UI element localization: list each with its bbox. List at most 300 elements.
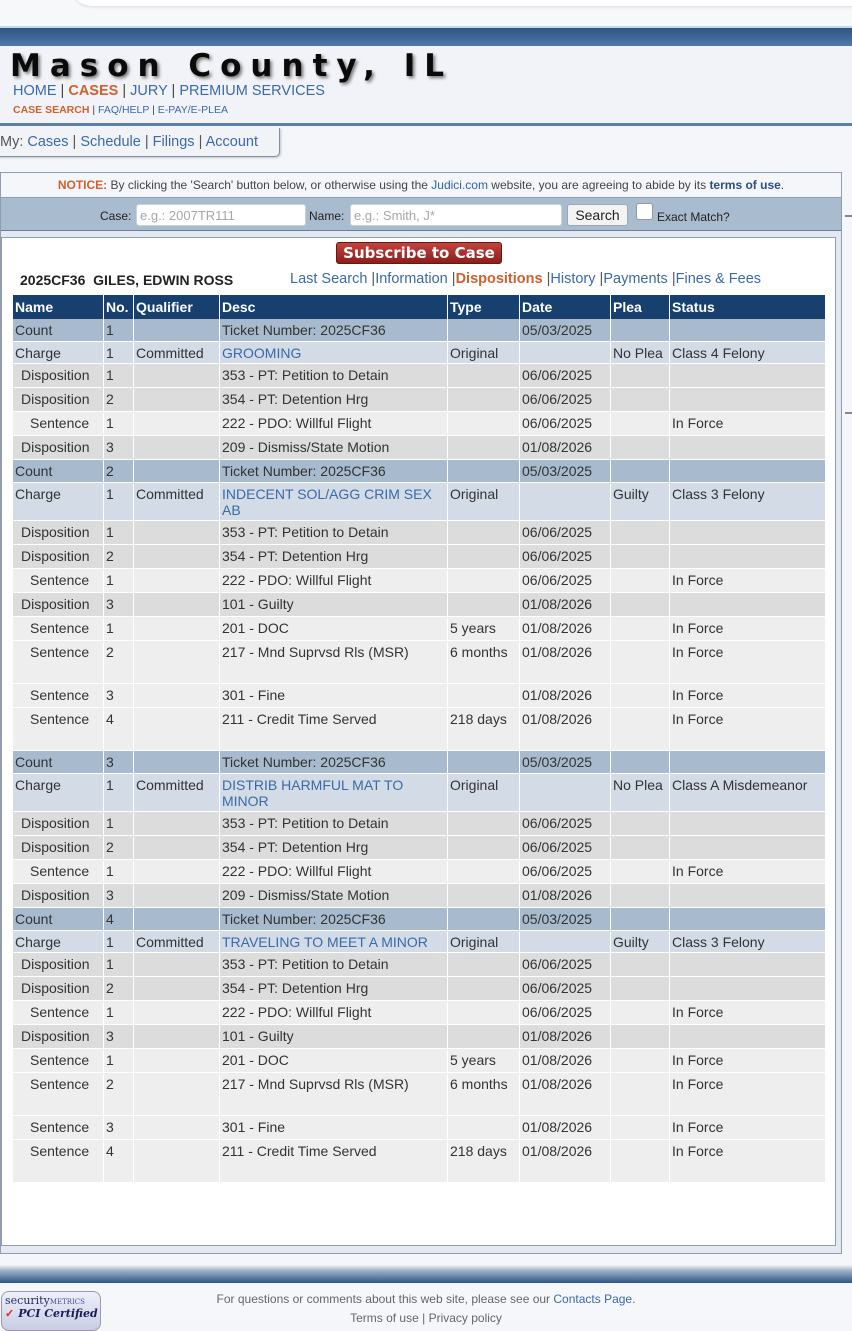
cell-status: [670, 319, 825, 342]
table-row-count: [13, 460, 825, 483]
cell-desc: 201 - DOC: [220, 617, 447, 641]
footer-policy-links: [0, 1311, 852, 1325]
cell-desc: 354 - PT: Detention Hrg: [220, 545, 447, 569]
cell-desc: 201 - DOC: [220, 1049, 447, 1073]
cell-name: Disposition: [13, 388, 103, 412]
cell-no: 2: [104, 460, 133, 483]
cell-plea: [611, 908, 669, 931]
cell-plea: [611, 436, 669, 460]
cell-plea: [611, 641, 669, 684]
table-row-sentence: [13, 1073, 825, 1116]
exact-match-label: Exact Match?: [657, 210, 730, 224]
name-label: Name:: [309, 209, 345, 223]
cell-plea: [611, 545, 669, 569]
cell-plea: [611, 751, 669, 774]
cell-status: [670, 953, 825, 977]
notice-text: By clicking the 'Search' button below, or otherwise using the: [107, 178, 432, 192]
my-account-tab: [0, 128, 280, 157]
cell-type: [448, 364, 519, 388]
cell-date: 06/06/2025: [520, 1001, 610, 1025]
separator: |: [546, 271, 551, 287]
cell-desc: Ticket Number: 2025CF36: [220, 908, 447, 931]
cell-type: 6 months: [448, 1073, 519, 1116]
footer: [0, 1283, 852, 1325]
cell-no: 3: [104, 436, 133, 460]
my-account-link[interactable]: Account: [205, 134, 259, 150]
cell-plea: No Plea: [611, 342, 669, 364]
cell-type: [448, 908, 519, 931]
site-title: Mason County, IL: [10, 48, 454, 84]
cell-date: 06/06/2025: [520, 388, 610, 412]
my-schedule-link[interactable]: Schedule: [80, 134, 141, 150]
cell-qualifier: [134, 641, 219, 684]
cell-plea: [611, 812, 669, 836]
case-label: Case:: [100, 209, 132, 223]
col-header-no[interactable]: No.: [104, 295, 133, 319]
cell-date: 01/08/2026: [520, 617, 610, 641]
cell-qualifier: [134, 521, 219, 545]
cell-date: 05/03/2025: [520, 908, 610, 931]
table-row-charge: [13, 342, 825, 364]
cell-status: [670, 593, 825, 617]
cell-desc: [220, 342, 447, 364]
cell-type: [448, 884, 519, 908]
cell-type: Original: [448, 483, 519, 521]
cell-desc: Ticket Number: 2025CF36: [220, 751, 447, 774]
table-row-disposition: [13, 836, 825, 860]
cell-date: 01/08/2026: [520, 436, 610, 460]
cell-type: [448, 953, 519, 977]
cell-name: Sentence: [13, 569, 103, 593]
cell-qualifier: [134, 569, 219, 593]
table-row-sentence: [13, 1140, 825, 1183]
cell-qualifier: [134, 953, 219, 977]
notice-end: .: [780, 178, 785, 192]
cell-qualifier: [134, 1073, 219, 1116]
cell-desc: 217 - Mnd Suprvsd Rls (MSR): [220, 641, 447, 684]
table-row-disposition: [13, 388, 825, 412]
cell-qualifier: Committed: [134, 774, 219, 812]
cell-qualifier: [134, 1140, 219, 1183]
col-header-desc[interactable]: Desc: [220, 295, 447, 319]
cell-desc: 222 - PDO: Willful Flight: [220, 412, 447, 436]
charge-link[interactable]: TRAVELING TO MEET A MINOR: [222, 934, 428, 950]
cell-status: In Force: [670, 412, 825, 436]
cell-plea: [611, 1116, 669, 1140]
col-header-status[interactable]: Status: [670, 295, 825, 319]
main-content: [0, 172, 842, 1254]
terms-link[interactable]: Terms of use: [350, 1311, 419, 1325]
cell-qualifier: [134, 860, 219, 884]
cell-plea: [611, 860, 669, 884]
cell-no: 3: [104, 1025, 133, 1049]
cell-no: 4: [104, 1140, 133, 1183]
col-header-name[interactable]: Name: [13, 295, 103, 319]
cell-type: [448, 388, 519, 412]
cell-status: Class A Misdemeanor: [670, 774, 825, 812]
table-row-charge: [13, 774, 825, 812]
cell-plea: [611, 388, 669, 412]
cell-plea: [611, 684, 669, 708]
cell-no: 1: [104, 412, 133, 436]
cell-plea: [611, 1025, 669, 1049]
cell-type: [448, 684, 519, 708]
cell-no: 3: [104, 1116, 133, 1140]
cell-desc: 301 - Fine: [220, 684, 447, 708]
table-row-disposition: [13, 977, 825, 1001]
main-nav: [13, 83, 325, 99]
cell-status: Class 4 Felony: [670, 342, 825, 364]
cell-plea: [611, 953, 669, 977]
table-row-count: [13, 908, 825, 931]
cell-qualifier: [134, 1116, 219, 1140]
search-bar: [1, 198, 841, 231]
separator: |: [599, 271, 604, 287]
case-link-last-search[interactable]: Last Search: [290, 271, 368, 287]
cell-name: Sentence: [13, 1073, 103, 1116]
my-cases-link[interactable]: Cases: [27, 134, 69, 150]
cell-date: 01/08/2026: [520, 1116, 610, 1140]
case-link-information[interactable]: Information: [375, 271, 448, 287]
cell-status: In Force: [670, 1140, 825, 1183]
cell-type: [448, 569, 519, 593]
cell-desc: [220, 931, 447, 953]
case-link-dispositions[interactable]: Dispositions: [455, 271, 543, 287]
cell-qualifier: [134, 319, 219, 342]
nav-epay-eplea[interactable]: E-PAY/E-PLEA: [157, 104, 228, 116]
table-row-sentence: [13, 708, 825, 751]
table-row-count: [13, 751, 825, 774]
cell-type: [448, 593, 519, 617]
cell-plea: [611, 708, 669, 751]
nav-jury[interactable]: JURY: [130, 83, 168, 99]
cell-type: Original: [448, 342, 519, 364]
cell-status: Class 3 Felony: [670, 483, 825, 521]
case-panel: [1, 237, 836, 1246]
cell-type: Original: [448, 931, 519, 953]
cell-status: [670, 521, 825, 545]
name-input[interactable]: [350, 204, 562, 226]
footer-contact-text: [0, 1292, 852, 1306]
cell-name: Sentence: [13, 1049, 103, 1073]
cell-plea: [611, 884, 669, 908]
badge-metrics-text: METRICS: [49, 1298, 85, 1306]
cell-plea: [611, 1140, 669, 1183]
cell-plea: [611, 460, 669, 483]
cell-type: [448, 836, 519, 860]
cell-plea: Guilty: [611, 483, 669, 521]
separator: |: [171, 83, 176, 99]
cell-type: [448, 751, 519, 774]
cell-no: 1: [104, 364, 133, 388]
footer-text: For questions or comments about this web site, please see our: [216, 1292, 554, 1306]
cell-no: 2: [104, 977, 133, 1001]
cell-type: [448, 319, 519, 342]
cell-date: 06/06/2025: [520, 569, 610, 593]
my-filings-link[interactable]: Filings: [152, 134, 195, 150]
cell-name: Sentence: [13, 1140, 103, 1183]
cell-plea: No Plea: [611, 774, 669, 812]
cell-name: Count: [13, 751, 103, 774]
cell-no: 3: [104, 751, 133, 774]
cell-name: Disposition: [13, 884, 103, 908]
cell-qualifier: [134, 836, 219, 860]
cell-name: Sentence: [13, 708, 103, 751]
cell-qualifier: [134, 617, 219, 641]
cell-plea: Guilty: [611, 931, 669, 953]
cell-no: 2: [104, 388, 133, 412]
table-row-disposition: [13, 812, 825, 836]
privacy-link[interactable]: Privacy policy: [428, 1311, 502, 1325]
cell-type: 5 years: [448, 1049, 519, 1073]
cell-no: 4: [104, 908, 133, 931]
cell-name: Count: [13, 319, 103, 342]
cell-status: [670, 884, 825, 908]
cell-date: 06/06/2025: [520, 545, 610, 569]
subscribe-to-case-button[interactable]: Subscribe to Case: [336, 242, 502, 264]
table-row-sentence: [13, 684, 825, 708]
cell-plea: [611, 364, 669, 388]
cell-date: 01/08/2026: [520, 708, 610, 751]
cell-name: Sentence: [13, 412, 103, 436]
cell-date: 01/08/2026: [520, 884, 610, 908]
cell-status: In Force: [670, 641, 825, 684]
separator: |: [122, 83, 127, 99]
cell-name: Sentence: [13, 684, 103, 708]
cell-name: Charge: [13, 774, 103, 812]
cell-no: 3: [104, 884, 133, 908]
cell-qualifier: Committed: [134, 342, 219, 364]
cell-qualifier: [134, 388, 219, 412]
cell-plea: [611, 521, 669, 545]
cell-qualifier: [134, 708, 219, 751]
cell-status: [670, 1025, 825, 1049]
nav-faq-help[interactable]: FAQ/HELP: [98, 104, 150, 116]
cell-date: 01/08/2026: [520, 641, 610, 684]
cell-plea: [611, 836, 669, 860]
cell-status: In Force: [670, 1116, 825, 1140]
cell-name: Disposition: [13, 521, 103, 545]
cell-date: 01/08/2026: [520, 1025, 610, 1049]
notice-banner: [1, 173, 841, 198]
cell-desc: [220, 483, 447, 521]
cell-desc: 354 - PT: Detention Hrg: [220, 388, 447, 412]
cell-status: In Force: [670, 860, 825, 884]
separator: |: [72, 134, 77, 150]
cell-type: 218 days: [448, 708, 519, 751]
cell-date: 06/06/2025: [520, 521, 610, 545]
badge-security-text: security: [5, 1294, 50, 1307]
nav-home[interactable]: HOME: [13, 83, 57, 99]
col-header-type[interactable]: Type: [448, 295, 519, 319]
cell-desc: 301 - Fine: [220, 1116, 447, 1140]
cell-status: [670, 812, 825, 836]
table-row-sentence: [13, 860, 825, 884]
cell-date: 01/08/2026: [520, 684, 610, 708]
checkmark-icon: ✓: [5, 1307, 15, 1320]
cell-status: In Force: [670, 1073, 825, 1116]
table-row-sentence: [13, 1116, 825, 1140]
cell-desc: 209 - Dismiss/State Motion: [220, 884, 447, 908]
cell-desc: 101 - Guilty: [220, 1025, 447, 1049]
charge-link[interactable]: GROOMING: [222, 345, 302, 361]
cell-desc: 353 - PT: Petition to Detain: [220, 953, 447, 977]
cell-name: Sentence: [13, 1001, 103, 1025]
cell-status: [670, 908, 825, 931]
table-row-charge: [13, 483, 825, 521]
table-row-disposition: [13, 884, 825, 908]
cell-date: [520, 774, 610, 812]
search-button[interactable]: Search: [567, 204, 628, 226]
decoration: [845, 412, 852, 414]
cell-status: [670, 545, 825, 569]
judici-link[interactable]: Judici.com: [431, 178, 488, 192]
separator: |: [451, 271, 456, 287]
cell-name: Disposition: [13, 1025, 103, 1049]
cell-qualifier: [134, 460, 219, 483]
cell-type: [448, 1025, 519, 1049]
cell-name: Count: [13, 908, 103, 931]
cell-status: In Force: [670, 569, 825, 593]
cell-type: [448, 412, 519, 436]
cell-qualifier: [134, 593, 219, 617]
cell-type: [448, 460, 519, 483]
cell-name: Charge: [13, 342, 103, 364]
separator: |: [60, 83, 65, 99]
cell-qualifier: Committed: [134, 931, 219, 953]
cell-plea: [611, 319, 669, 342]
cell-date: 05/03/2025: [520, 319, 610, 342]
cell-date: 01/08/2026: [520, 1073, 610, 1116]
cell-no: 1: [104, 774, 133, 812]
notice-label: NOTICE:: [57, 178, 108, 192]
cell-no: 1: [104, 521, 133, 545]
cell-no: 2: [104, 836, 133, 860]
col-header-plea[interactable]: Plea: [611, 295, 669, 319]
cell-plea: [611, 1001, 669, 1025]
cell-name: Charge: [13, 931, 103, 953]
nav-case-search[interactable]: CASE SEARCH: [13, 104, 90, 116]
table-row-charge: [13, 931, 825, 953]
cell-desc: 211 - Credit Time Served: [220, 1140, 447, 1183]
cell-status: In Force: [670, 684, 825, 708]
table-row-sentence: [13, 1049, 825, 1073]
cell-name: Disposition: [13, 836, 103, 860]
cell-type: [448, 521, 519, 545]
cell-date: 05/03/2025: [520, 751, 610, 774]
cell-qualifier: [134, 1001, 219, 1025]
cell-date: 01/08/2026: [520, 593, 610, 617]
cell-name: Sentence: [13, 641, 103, 684]
cell-status: [670, 977, 825, 1001]
table-row-disposition: [13, 1025, 825, 1049]
cell-no: 3: [104, 593, 133, 617]
case-nav: [290, 271, 761, 287]
cell-no: 2: [104, 545, 133, 569]
cell-type: Original: [448, 774, 519, 812]
nav-cases[interactable]: CASES: [68, 83, 119, 99]
cell-status: [670, 388, 825, 412]
cell-qualifier: [134, 1025, 219, 1049]
contacts-page-link[interactable]: Contacts Page: [553, 1292, 633, 1306]
cell-no: 4: [104, 708, 133, 751]
cell-qualifier: [134, 545, 219, 569]
cell-name: Disposition: [13, 953, 103, 977]
charge-link[interactable]: INDECENT SOL/AGG CRIM SEX AB: [222, 486, 432, 518]
case-input[interactable]: [136, 204, 306, 226]
cell-no: 1: [104, 931, 133, 953]
cell-date: 06/06/2025: [520, 364, 610, 388]
cell-type: [448, 1001, 519, 1025]
col-header-qualifier[interactable]: Qualifier: [134, 295, 219, 319]
cell-status: [670, 460, 825, 483]
cell-status: In Force: [670, 617, 825, 641]
cell-plea: [611, 412, 669, 436]
cell-type: 6 months: [448, 641, 519, 684]
decoration: [845, 215, 852, 217]
cell-name: Disposition: [13, 593, 103, 617]
cell-name: Disposition: [13, 364, 103, 388]
col-header-date[interactable]: Date: [520, 295, 610, 319]
cell-desc: 353 - PT: Petition to Detain: [220, 364, 447, 388]
cell-qualifier: [134, 412, 219, 436]
cell-date: [520, 342, 610, 364]
terms-of-use-link[interactable]: terms of use: [709, 178, 781, 192]
cell-type: [448, 436, 519, 460]
cell-desc: 354 - PT: Detention Hrg: [220, 836, 447, 860]
cell-qualifier: [134, 684, 219, 708]
cell-no: 1: [104, 860, 133, 884]
cell-date: 05/03/2025: [520, 460, 610, 483]
exact-match-checkbox[interactable]: [636, 203, 653, 220]
charge-link[interactable]: DISTRIB HARMFUL MAT TO MINOR: [222, 777, 404, 809]
cell-date: 01/08/2026: [520, 1140, 610, 1183]
my-prefix: My:: [0, 134, 24, 150]
cell-plea: [611, 617, 669, 641]
cell-no: 1: [104, 812, 133, 836]
cell-status: [670, 751, 825, 774]
table-header-row: [13, 295, 825, 319]
dispositions-table: [12, 295, 826, 1183]
cell-date: 06/06/2025: [520, 412, 610, 436]
case-title: 2025CF36 GILES, EDWIN ROSS: [20, 272, 234, 288]
separator: |: [371, 271, 376, 287]
separator: |: [198, 134, 203, 150]
case-link-fines-fees[interactable]: Fines & Fees: [675, 271, 762, 287]
table-row-disposition: [13, 593, 825, 617]
cell-name: Disposition: [13, 812, 103, 836]
nav-premium-services[interactable]: PREMIUM SERVICES: [179, 83, 325, 99]
table-row-disposition: [13, 521, 825, 545]
case-link-history[interactable]: History: [550, 271, 596, 287]
cell-qualifier: [134, 812, 219, 836]
cell-desc: 222 - PDO: Willful Flight: [220, 860, 447, 884]
cell-qualifier: [134, 1049, 219, 1073]
cell-type: [448, 860, 519, 884]
case-link-payments[interactable]: Payments: [603, 271, 668, 287]
cell-no: 1: [104, 569, 133, 593]
cell-no: 1: [104, 483, 133, 521]
cell-qualifier: [134, 977, 219, 1001]
cell-date: 06/06/2025: [520, 812, 610, 836]
sub-nav: [13, 104, 228, 116]
table-row-sentence: [13, 569, 825, 593]
cell-date: 06/06/2025: [520, 860, 610, 884]
cell-desc: 222 - PDO: Willful Flight: [220, 1001, 447, 1025]
cell-no: 1: [104, 1001, 133, 1025]
cell-plea: [611, 977, 669, 1001]
address-bar[interactable]: [70, 0, 852, 6]
